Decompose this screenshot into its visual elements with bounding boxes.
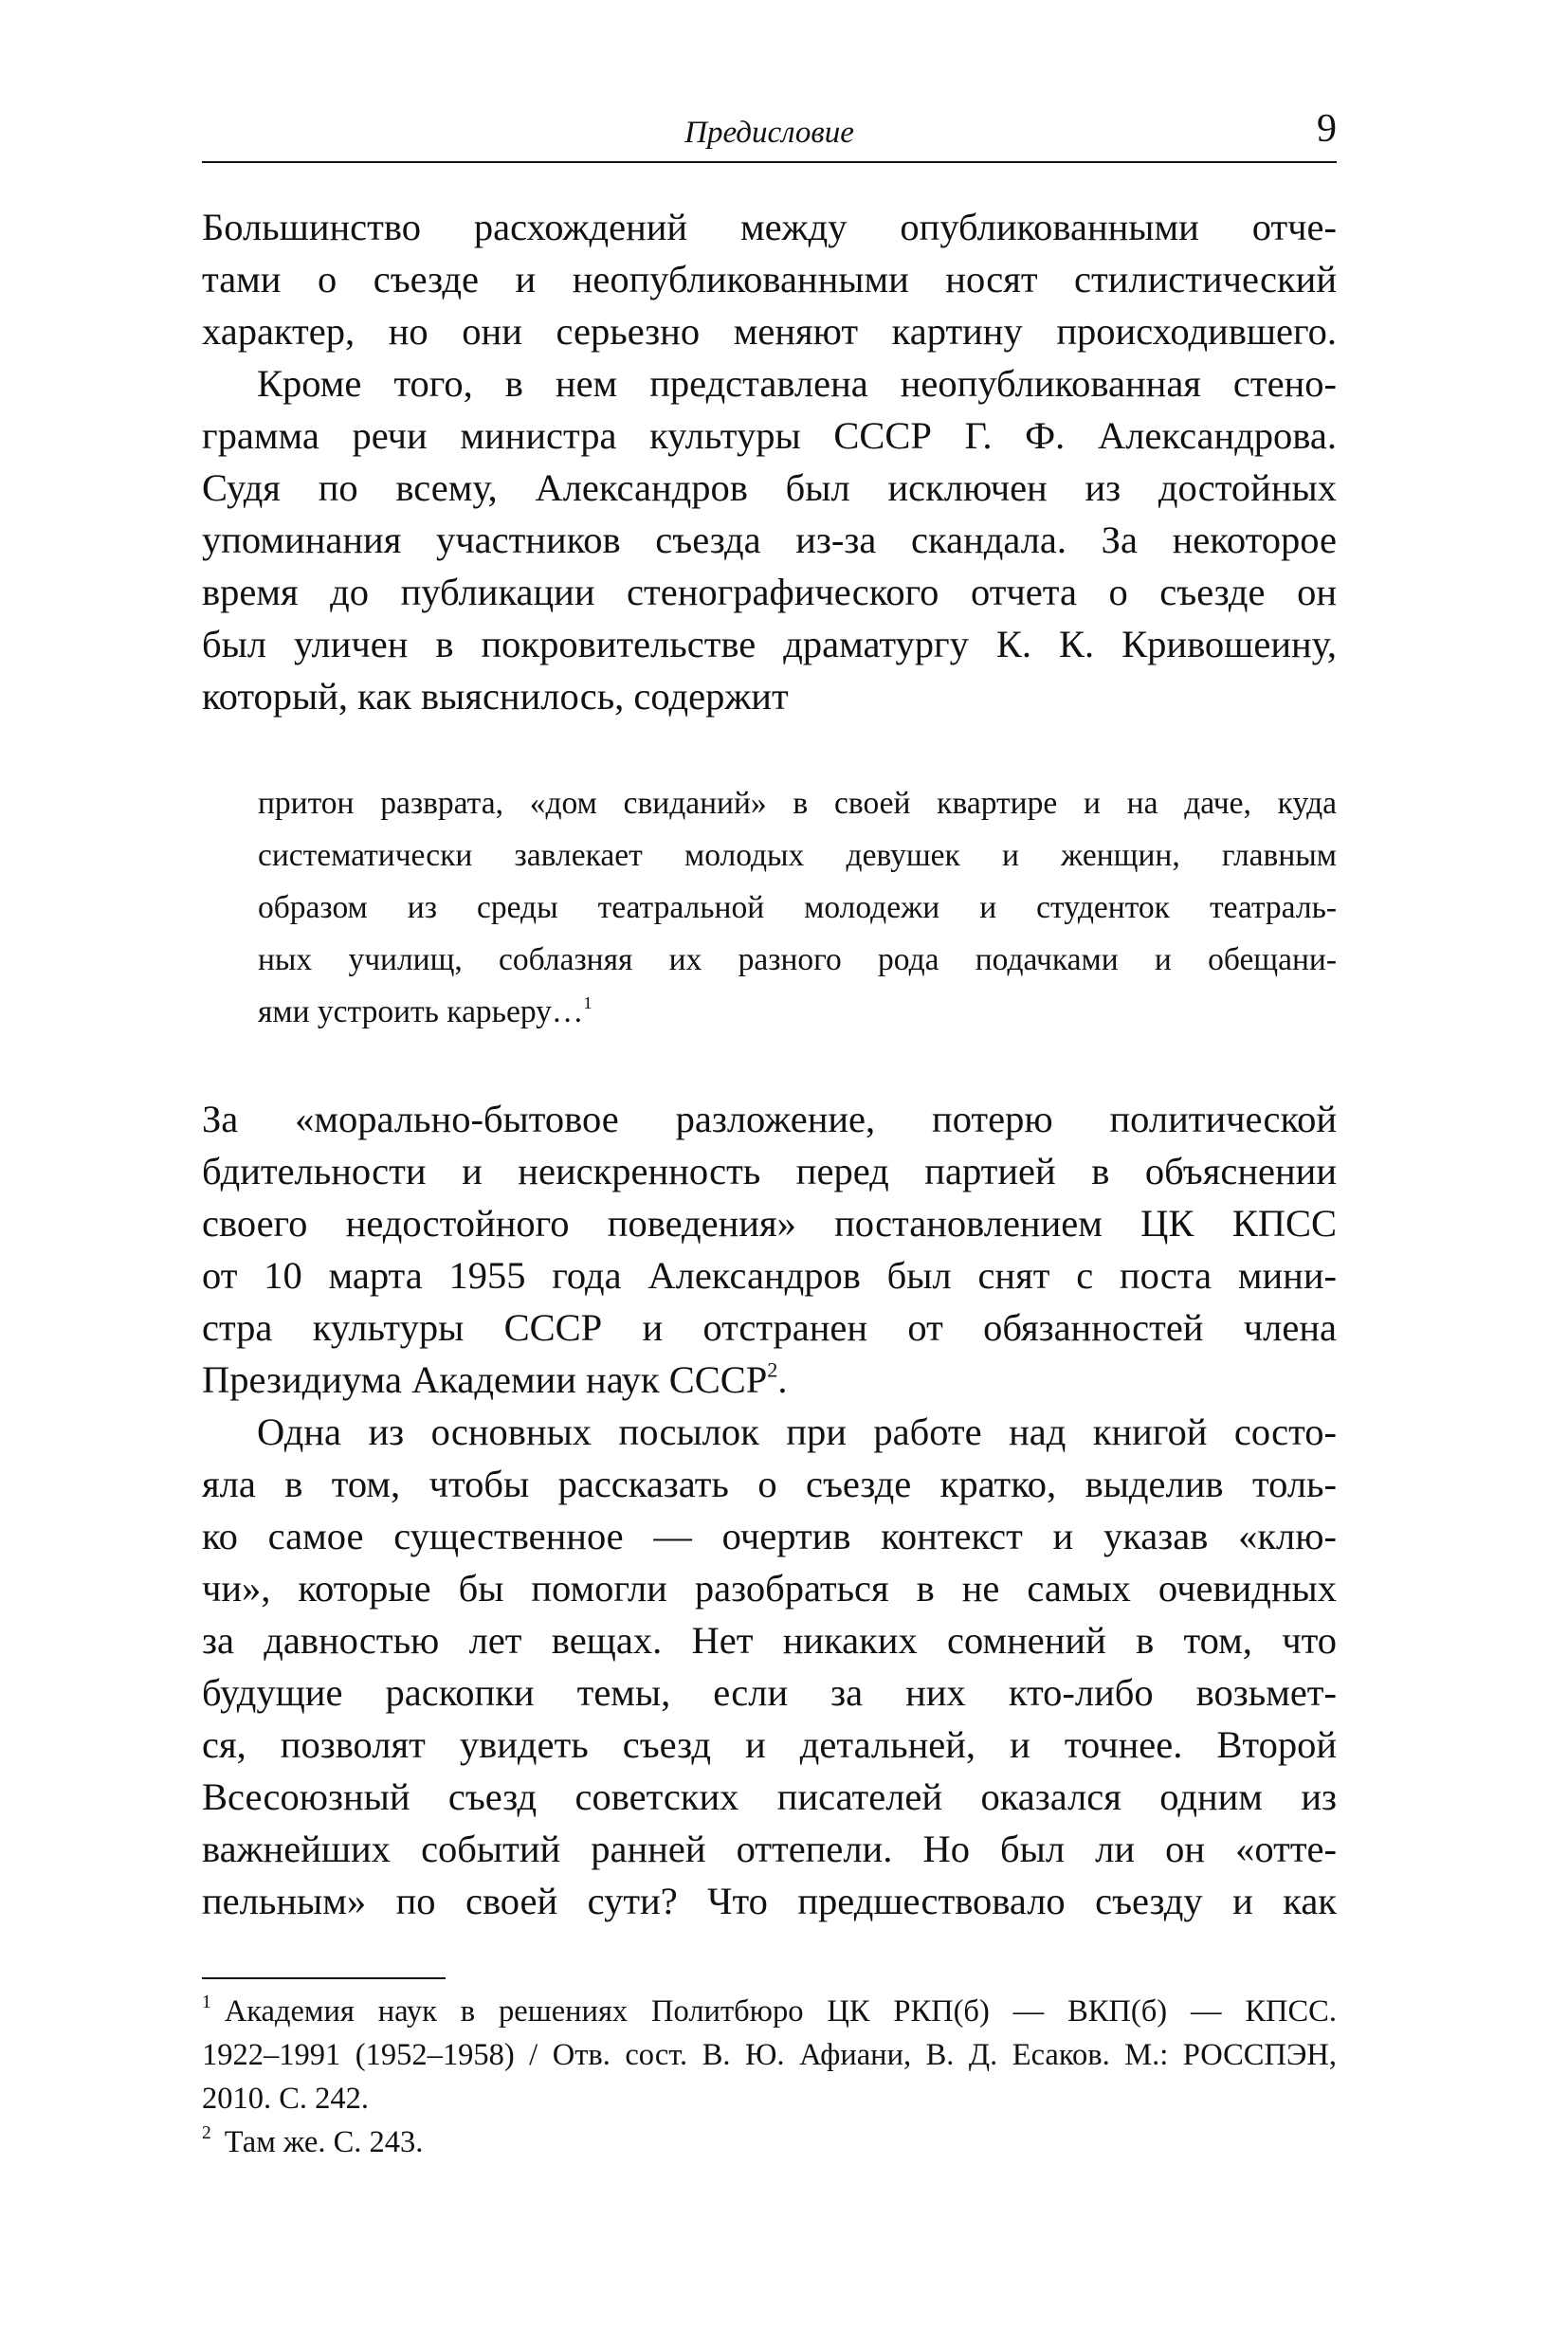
paragraph-4-line: будущие раскопки темы, если за них кто-либо возьмет- — [202, 1671, 1337, 1714]
footnote-ref-2[interactable]: 2 — [767, 1357, 778, 1382]
paragraph-2-line: Судя по всему, Александров был исключен из достойных — [202, 466, 1337, 509]
footnote-separator — [202, 1977, 446, 1979]
paragraph-2-line: упоминания участников съезда из-за скандала. За некоторое — [202, 519, 1337, 561]
paragraph-3-period: . — [777, 1358, 788, 1401]
paragraph-4-line: яла в том, чтобы рассказать о съезде кратко, выделив толь- — [202, 1463, 1337, 1505]
paragraph-3-text: Президиума Академии наук СССР — [202, 1358, 768, 1401]
paragraph-1-line: характер, но они серьезно меняют картину происходившего. — [202, 310, 1337, 353]
paragraph-4-line: важнейших событий ранней оттепели. Но был ли он «отте- — [202, 1828, 1337, 1870]
header-rule — [202, 161, 1337, 163]
paragraph-1-line: тами о съезде и неопубликованными носят стилистический — [202, 258, 1337, 300]
running-title: Предисловие — [684, 116, 854, 150]
footnote-ref-1[interactable]: 1 — [583, 993, 593, 1013]
paragraph-4-line: ко самое существенное — очертив контекст и указав «клю- — [202, 1515, 1337, 1557]
paragraph-2-line: Кроме того, в нем представлена неопубликованная стено- — [257, 362, 1337, 405]
blockquote-text: ями устроить карьеру… — [258, 994, 584, 1029]
paragraph-2-line: который, как выяснилось, содержит — [202, 675, 789, 718]
blockquote-line: образом из среды театральной молодежи и студенток театраль- — [258, 890, 1337, 925]
paragraph-4-line: Одна из основных посылок при работе над книгой состо- — [257, 1410, 1337, 1453]
paragraph-3-line: бдительности и неискренность перед партией в объяснении — [202, 1150, 1337, 1192]
paragraph-2-line: время до публикации стенографического отчета о съезде он — [202, 571, 1337, 613]
blockquote-line: систематически завлекает молодых девушек и женщин, главным — [258, 838, 1337, 873]
paragraph-4-line: пельным» по своей сути? Что предшествовало съезду и как — [202, 1880, 1337, 1922]
footnote-2-number: 2 — [202, 2123, 211, 2144]
footnote-2-line — [202, 2120, 1337, 2164]
footnote-1-line: 2010. С. 242. — [202, 2082, 370, 2116]
paragraph-4-line: чи», которые бы помогли разобраться в не самых очевидных — [202, 1567, 1337, 1610]
page-number: 9 — [1317, 107, 1337, 151]
paragraph-3-line: стра культуры СССР и отстранен от обязанностей члена — [202, 1306, 1337, 1349]
footnote-2-text: Там же. С. 243. — [224, 2125, 424, 2159]
blockquote-line: притон разврата, «дом свиданий» в своей квартире и на даче, куда — [258, 786, 1337, 821]
footnote-1-line — [202, 1990, 1337, 2033]
paragraph-1-line: Большинство расхождений между опубликованными отче- — [202, 206, 1337, 248]
footnote-1-line: 1922–1991 (1952–1958) / Отв. сост. В. Ю. Афиани, В. Д. Есаков. М.: РОССПЭН, — [202, 2038, 1337, 2072]
paragraph-4-line: ся, позволят увидеть съезд и детальней, и точнее. Второй — [202, 1723, 1337, 1766]
paragraph-4-line: Всесоюзный съезд советских писателей оказался одним из — [202, 1775, 1337, 1818]
paragraph-3-line: За «морально-бытовое разложение, потерю политической — [202, 1098, 1337, 1140]
paragraph-2-line: грамма речи министра культуры СССР Г. Ф. Александрова. — [202, 414, 1337, 457]
footnote-1-text: Академия наук в решениях Политбюро ЦК РКП(б) — ВКП(б) — КПСС. — [224, 1994, 1337, 2029]
blockquote-last-line — [258, 986, 1337, 1038]
paragraph-4-line: за давностью лет вещах. Нет никаких сомнений в том, что — [202, 1619, 1337, 1662]
paragraph-3-line: своего недостойного поведения» постановлением ЦК КПСС — [202, 1202, 1337, 1245]
footnote-1-number: 1 — [202, 1992, 211, 2013]
paragraph-3-last-line — [202, 1354, 1337, 1406]
blockquote-line: ных училищ, соблазняя их разного рода подачками и обещани- — [258, 942, 1337, 977]
paragraph-2-line: был уличен в покровительстве драматургу К. К. Кривошеину, — [202, 623, 1337, 665]
paragraph-3-line: от 10 марта 1955 года Александров был снят с поста мини- — [202, 1254, 1337, 1297]
